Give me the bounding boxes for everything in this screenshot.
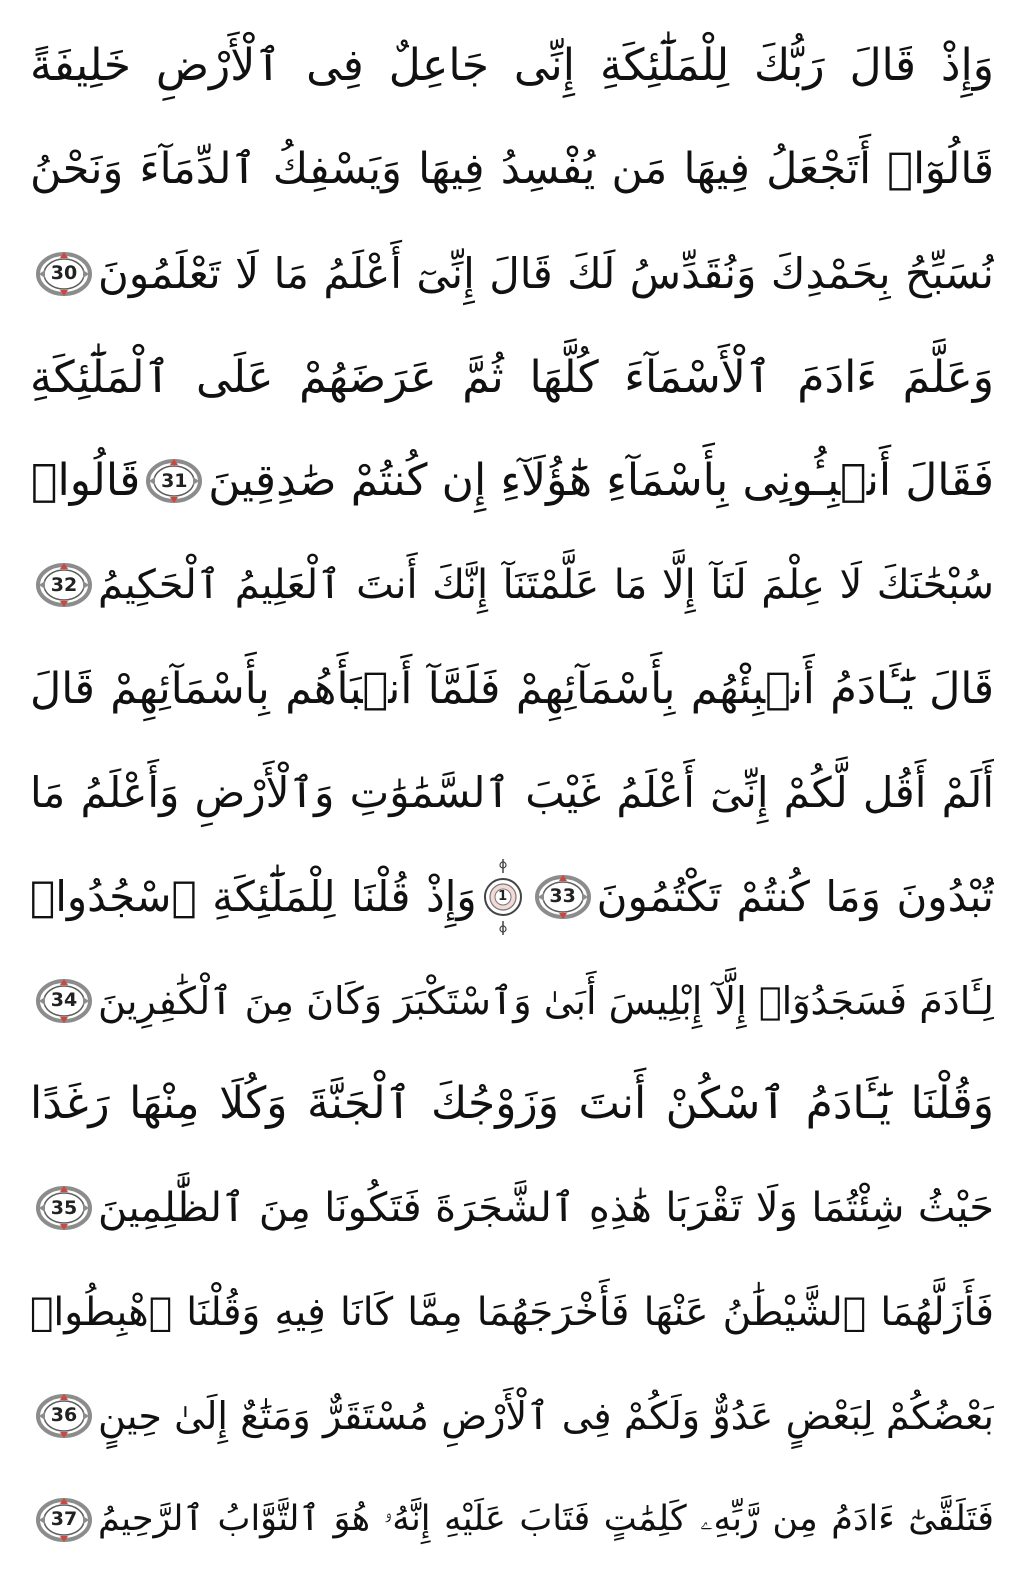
verse-text: فَقَالَ أَنۢبِـُٔونِى بِأَسْمَآءِ هَٰٓؤُلَآءِ إِن كُنتُمْ صَٰدِقِينَ [208, 455, 994, 507]
ayah-number: 37 [50, 1508, 78, 1531]
ayah-number-marker [36, 1185, 92, 1231]
ayah-number-marker [535, 874, 591, 920]
quran-line [30, 228, 994, 320]
ayah-number-marker [36, 1497, 92, 1543]
verse-text: قَالُوٓا۟ أَتَجْعَلُ فِيهَا مَن يُفْسِدُ فِيهَا وَيَسْفِكُ ٱلدِّمَآءَ وَنَحْنُ [30, 144, 994, 195]
quran-line [30, 1370, 994, 1462]
quran-line [30, 955, 994, 1047]
ayah-number: 33 [549, 885, 576, 908]
ayah-number: 36 [50, 1404, 78, 1427]
ayah-number-marker [36, 978, 92, 1024]
quran-line [30, 1162, 994, 1254]
hizb-marker [483, 857, 523, 937]
verse-text: فَأَزَلَّهُمَا ٱلشَّيْطَٰنُ عَنْهَا فَأَخْرَجَهُمَا مِمَّا كَانَا فِيهِ وَقُلْنَا ٱهْبِطُوا۟ [30, 1289, 994, 1335]
ayah-number: 35 [50, 1196, 78, 1219]
hizb-number: 1 [498, 889, 508, 905]
verse-text: وَإِذْ قَالَ رَبُّكَ لِلْمَلَٰٓئِكَةِ إِنِّى جَاعِلٌ فِى ٱلْأَرْضِ خَلِيفَةً [30, 40, 994, 91]
ayah-number: 32 [50, 573, 78, 596]
verse-text: قَالَ يَٰٓـَٔادَمُ أَنۢبِئْهُم بِأَسْمَآئِهِمْ فَلَمَّآ أَنۢبَأَهُم بِأَسْمَآئِهِمْ قَالَ [30, 663, 994, 714]
verse-text: لِـَٔادَمَ فَسَجَدُوٓا۟ إِلَّآ إِبْلِيسَ أَبَىٰ وَٱسْتَكْبَرَ وَكَانَ مِنَ ٱلْكَٰفِرِينَ [98, 978, 994, 1023]
verse-text: وَعَلَّمَ ءَادَمَ ٱلْأَسْمَآءَ كُلَّهَا ثُمَّ عَرَضَهُمْ عَلَى ٱلْمَلَٰٓئِكَةِ [30, 351, 994, 403]
verse-text: فَتَلَقَّىٰٓ ءَادَمُ مِن رَّبِّهِۦ كَلِمَٰتٍ فَتَابَ عَلَيْهِ إِنَّهُۥ هُوَ ٱلتَّوَّابُ ٱلرَّحِيمُ [98, 1499, 994, 1540]
quran-line [30, 435, 994, 527]
quran-line [30, 1474, 994, 1566]
quran-line [30, 124, 994, 216]
ayah-number-marker [36, 562, 92, 608]
quran-line [30, 851, 994, 943]
verse-text: وَإِذْ قُلْنَا لِلْمَلَٰٓئِكَةِ ٱسْجُدُوا۟ [30, 871, 477, 921]
quran-line [30, 332, 994, 424]
quran-line [30, 747, 994, 839]
quran-line [30, 539, 994, 631]
verse-text: بَعْضُكُمْ لِبَعْضٍ عَدُوٌّ وَلَكُمْ فِى ٱلْأَرْضِ مُسْتَقَرٌّ وَمَتَٰعٌ إِلَىٰ حِينٍ [98, 1393, 994, 1438]
verse-text: نُسَبِّحُ بِحَمْدِكَ وَنُقَدِّسُ لَكَ قَالَ إِنِّىٓ أَعْلَمُ مَا لَا تَعْلَمُونَ [98, 248, 994, 298]
verse-text: تُبْدُونَ وَمَا كُنتُمْ تَكْتُمُونَ [596, 871, 994, 921]
quran-line [30, 20, 994, 112]
verse-text: سُبْحَٰنَكَ لَا عِلْمَ لَنَآ إِلَّا مَا عَلَّمْتَنَآ إِنَّكَ أَنتَ ٱلْعَلِيمُ ٱلْحَكِيمُ [98, 562, 994, 609]
verse-text: حَيْثُ شِئْتُمَا وَلَا تَقْرَبَا هَٰذِهِ ٱلشَّجَرَةَ فَتَكُونَا مِنَ ٱلظَّٰلِمِينَ [98, 1185, 994, 1232]
ayah-number-marker [36, 1393, 92, 1439]
ayah-number-marker [36, 251, 92, 297]
verse-text: وَقُلْنَا يَٰٓـَٔادَمُ ٱسْكُنْ أَنتَ وَزَوْجُكَ ٱلْجَنَّةَ وَكُلَا مِنْهَا رَغَدًا [30, 1078, 994, 1130]
verse-text: أَلَمْ أَقُل لَّكُمْ إِنِّىٓ أَعْلَمُ غَيْبَ ٱلسَّمَٰوَٰتِ وَٱلْأَرْضِ وَأَعْلَمُ مَا [30, 767, 994, 817]
quran-line [30, 1266, 994, 1358]
ayah-number: 31 [161, 469, 188, 492]
quran-line [30, 643, 994, 735]
verse-text: قَالُوا۟ [31, 455, 141, 507]
ayah-number: 34 [50, 989, 78, 1012]
ayah-number-marker [146, 458, 202, 504]
ayah-number: 30 [50, 262, 78, 285]
quran-line [30, 1058, 994, 1150]
